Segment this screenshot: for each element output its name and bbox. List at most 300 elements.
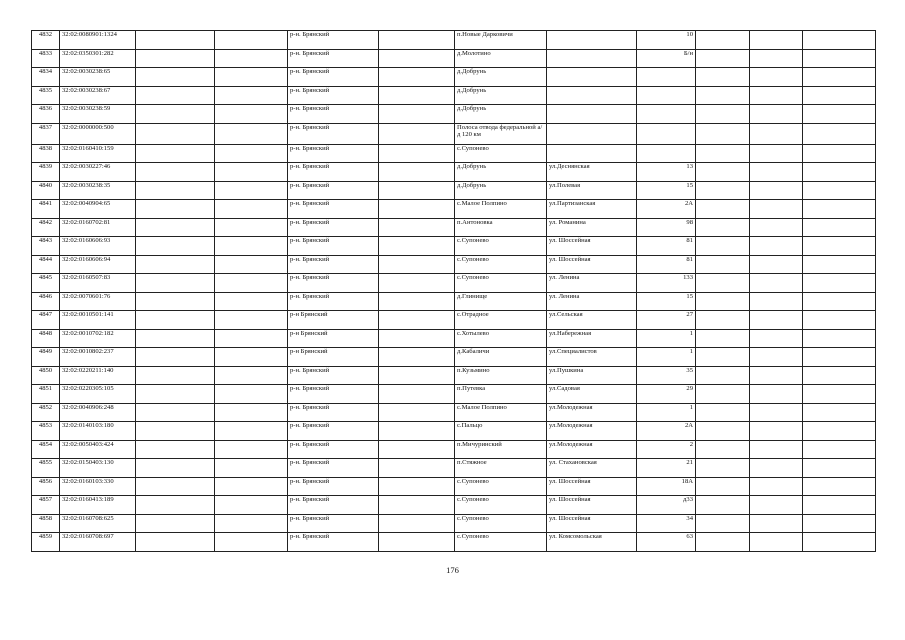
- locality-cell: с.Хотылево: [455, 329, 547, 348]
- empty-cell: [379, 274, 455, 293]
- empty-cell: [696, 311, 750, 330]
- empty-cell: [696, 49, 750, 68]
- empty-cell: [379, 422, 455, 441]
- locality-cell: п.Мичуринский: [455, 440, 547, 459]
- registry-table: [31, 30, 876, 552]
- empty-cell: [215, 86, 288, 105]
- empty-cell: [215, 403, 288, 422]
- empty-cell: [379, 385, 455, 404]
- house-number-cell: 2А: [637, 422, 696, 441]
- cadastral-number-cell: 32:02:0010702:182: [60, 329, 136, 348]
- empty-cell: [803, 385, 876, 404]
- empty-cell: [136, 514, 215, 533]
- locality-cell: п.Путевка: [455, 385, 547, 404]
- street-cell: ул.Полевая: [547, 181, 637, 200]
- empty-cell: [215, 348, 288, 367]
- street-cell: [547, 105, 637, 124]
- table-row: [32, 514, 876, 533]
- empty-cell: [215, 181, 288, 200]
- empty-cell: [750, 533, 803, 552]
- district-cell: р-н. Брянский: [288, 86, 379, 105]
- empty-cell: [803, 366, 876, 385]
- empty-cell: [803, 440, 876, 459]
- empty-cell: [379, 68, 455, 87]
- locality-cell: п.Кузьмино: [455, 366, 547, 385]
- empty-cell: [379, 105, 455, 124]
- empty-cell: [136, 366, 215, 385]
- street-cell: ул.Партизанская: [547, 200, 637, 219]
- locality-cell: с.Супонево: [455, 496, 547, 515]
- table-row: [32, 292, 876, 311]
- empty-cell: [136, 255, 215, 274]
- empty-cell: [750, 422, 803, 441]
- table-body: [32, 31, 876, 552]
- locality-cell: д.Добрунь: [455, 181, 547, 200]
- empty-cell: [215, 459, 288, 478]
- empty-cell: [379, 31, 455, 50]
- empty-cell: [750, 477, 803, 496]
- empty-cell: [803, 163, 876, 182]
- street-cell: ул. Стахановская: [547, 459, 637, 478]
- row-number-cell: 4832: [32, 31, 60, 50]
- empty-cell: [136, 237, 215, 256]
- empty-cell: [803, 274, 876, 293]
- locality-cell: д.Глинище: [455, 292, 547, 311]
- district-cell: р-н. Брянский: [288, 274, 379, 293]
- empty-cell: [136, 218, 215, 237]
- house-number-cell: [637, 86, 696, 105]
- house-number-cell: 2А: [637, 200, 696, 219]
- house-number-cell: [637, 105, 696, 124]
- cadastral-number-cell: 32:02:0350301:282: [60, 49, 136, 68]
- street-cell: ул.Молодежная: [547, 440, 637, 459]
- house-number-cell: 81: [637, 255, 696, 274]
- empty-cell: [136, 422, 215, 441]
- empty-cell: [803, 348, 876, 367]
- empty-cell: [136, 163, 215, 182]
- district-cell: р-н. Брянский: [288, 49, 379, 68]
- empty-cell: [696, 496, 750, 515]
- empty-cell: [696, 477, 750, 496]
- empty-cell: [215, 218, 288, 237]
- district-cell: р-н. Брянский: [288, 385, 379, 404]
- empty-cell: [696, 105, 750, 124]
- empty-cell: [750, 274, 803, 293]
- empty-cell: [379, 403, 455, 422]
- empty-cell: [215, 477, 288, 496]
- row-number-cell: 4844: [32, 255, 60, 274]
- empty-cell: [215, 422, 288, 441]
- empty-cell: [696, 440, 750, 459]
- table-row: [32, 123, 876, 144]
- house-number-cell: [637, 144, 696, 163]
- table-row: [32, 348, 876, 367]
- empty-cell: [750, 329, 803, 348]
- empty-cell: [696, 292, 750, 311]
- empty-cell: [696, 255, 750, 274]
- locality-cell: с.Супонево: [455, 255, 547, 274]
- empty-cell: [215, 274, 288, 293]
- house-number-cell: 2: [637, 440, 696, 459]
- row-number-cell: 4834: [32, 68, 60, 87]
- empty-cell: [379, 329, 455, 348]
- house-number-cell: 63: [637, 533, 696, 552]
- house-number-cell: Б/н: [637, 49, 696, 68]
- cadastral-number-cell: 32:02:0160606:94: [60, 255, 136, 274]
- empty-cell: [379, 200, 455, 219]
- row-number-cell: 4848: [32, 329, 60, 348]
- table-row: [32, 496, 876, 515]
- empty-cell: [379, 181, 455, 200]
- table-row: [32, 274, 876, 293]
- row-number-cell: 4837: [32, 123, 60, 144]
- locality-cell: д.Кабаличи: [455, 348, 547, 367]
- empty-cell: [803, 144, 876, 163]
- table-row: [32, 255, 876, 274]
- empty-cell: [696, 533, 750, 552]
- locality-cell: п.Стяжное: [455, 459, 547, 478]
- row-number-cell: 4855: [32, 459, 60, 478]
- empty-cell: [696, 200, 750, 219]
- district-cell: р-н. Брянский: [288, 200, 379, 219]
- empty-cell: [803, 237, 876, 256]
- cadastral-number-cell: 32:02:0160103:330: [60, 477, 136, 496]
- empty-cell: [215, 31, 288, 50]
- house-number-cell: 81: [637, 237, 696, 256]
- cadastral-number-cell: 32:02:0010802:237: [60, 348, 136, 367]
- house-number-cell: 13: [637, 163, 696, 182]
- empty-cell: [215, 200, 288, 219]
- empty-cell: [803, 311, 876, 330]
- empty-cell: [750, 440, 803, 459]
- house-number-cell: 15: [637, 181, 696, 200]
- empty-cell: [215, 533, 288, 552]
- empty-cell: [136, 496, 215, 515]
- house-number-cell: 1: [637, 403, 696, 422]
- district-cell: р-н. Брянский: [288, 533, 379, 552]
- empty-cell: [696, 385, 750, 404]
- cadastral-number-cell: 32:02:0030227:46: [60, 163, 136, 182]
- locality-cell: с.Малое Полпино: [455, 200, 547, 219]
- empty-cell: [136, 440, 215, 459]
- row-number-cell: 4853: [32, 422, 60, 441]
- table-row: [32, 533, 876, 552]
- empty-cell: [215, 49, 288, 68]
- empty-cell: [379, 218, 455, 237]
- row-number-cell: 4856: [32, 477, 60, 496]
- street-cell: ул.Молодежная: [547, 403, 637, 422]
- row-number-cell: 4854: [32, 440, 60, 459]
- street-cell: ул. Шоссейная: [547, 496, 637, 515]
- district-cell: р-н. Брянский: [288, 144, 379, 163]
- empty-cell: [136, 181, 215, 200]
- street-cell: ул.Сельская: [547, 311, 637, 330]
- district-cell: р-н. Брянский: [288, 105, 379, 124]
- locality-cell: с.Супонево: [455, 144, 547, 163]
- district-cell: р-н. Брянский: [288, 255, 379, 274]
- street-cell: ул. Ленина: [547, 292, 637, 311]
- empty-cell: [696, 68, 750, 87]
- street-cell: ул. Шоссейная: [547, 477, 637, 496]
- locality-cell: с.Супонево: [455, 274, 547, 293]
- empty-cell: [696, 274, 750, 293]
- empty-cell: [136, 477, 215, 496]
- empty-cell: [750, 123, 803, 144]
- empty-cell: [215, 366, 288, 385]
- cadastral-number-cell: 32:02:0040906:248: [60, 403, 136, 422]
- empty-cell: [803, 49, 876, 68]
- cadastral-number-cell: 32:02:0220211:140: [60, 366, 136, 385]
- locality-cell: с.Пальцо: [455, 422, 547, 441]
- empty-cell: [696, 348, 750, 367]
- empty-cell: [750, 385, 803, 404]
- row-number-cell: 4843: [32, 237, 60, 256]
- table-row: [32, 422, 876, 441]
- cadastral-number-cell: 32:02:0030238:35: [60, 181, 136, 200]
- row-number-cell: 4835: [32, 86, 60, 105]
- district-cell: р-н. Брянский: [288, 366, 379, 385]
- house-number-cell: 98: [637, 218, 696, 237]
- empty-cell: [379, 348, 455, 367]
- empty-cell: [803, 86, 876, 105]
- empty-cell: [696, 181, 750, 200]
- district-cell: р-н. Брянский: [288, 237, 379, 256]
- district-cell: р-н. Брянский: [288, 31, 379, 50]
- empty-cell: [696, 366, 750, 385]
- empty-cell: [379, 496, 455, 515]
- house-number-cell: 133: [637, 274, 696, 293]
- table-row: [32, 440, 876, 459]
- empty-cell: [803, 292, 876, 311]
- empty-cell: [136, 144, 215, 163]
- street-cell: ул.Деснянская: [547, 163, 637, 182]
- locality-cell: с.Отрадное: [455, 311, 547, 330]
- empty-cell: [750, 311, 803, 330]
- house-number-cell: 1: [637, 348, 696, 367]
- locality-cell: д.Добрунь: [455, 68, 547, 87]
- empty-cell: [215, 163, 288, 182]
- empty-cell: [136, 105, 215, 124]
- street-cell: [547, 86, 637, 105]
- row-number-cell: 4839: [32, 163, 60, 182]
- house-number-cell: 27: [637, 311, 696, 330]
- house-number-cell: 29: [637, 385, 696, 404]
- district-cell: р-н. Брянский: [288, 123, 379, 144]
- empty-cell: [136, 200, 215, 219]
- empty-cell: [696, 31, 750, 50]
- empty-cell: [379, 366, 455, 385]
- empty-cell: [750, 348, 803, 367]
- district-cell: р-н Брянский: [288, 311, 379, 330]
- empty-cell: [379, 123, 455, 144]
- house-number-cell: 18А: [637, 477, 696, 496]
- empty-cell: [750, 403, 803, 422]
- street-cell: ул. Ленина: [547, 274, 637, 293]
- empty-cell: [215, 255, 288, 274]
- house-number-cell: д33: [637, 496, 696, 515]
- empty-cell: [803, 105, 876, 124]
- district-cell: р-н. Брянский: [288, 163, 379, 182]
- house-number-cell: 21: [637, 459, 696, 478]
- table-row: [32, 163, 876, 182]
- house-number-cell: 1: [637, 329, 696, 348]
- empty-cell: [750, 514, 803, 533]
- house-number-cell: 10: [637, 31, 696, 50]
- empty-cell: [750, 237, 803, 256]
- empty-cell: [379, 255, 455, 274]
- locality-cell: с.Супонево: [455, 533, 547, 552]
- street-cell: ул.Набережная: [547, 329, 637, 348]
- empty-cell: [136, 123, 215, 144]
- empty-cell: [803, 329, 876, 348]
- empty-cell: [750, 366, 803, 385]
- empty-cell: [803, 496, 876, 515]
- table-row: [32, 237, 876, 256]
- empty-cell: [215, 144, 288, 163]
- street-cell: ул. Комсомольская: [547, 533, 637, 552]
- street-cell: ул.Садовая: [547, 385, 637, 404]
- empty-cell: [750, 292, 803, 311]
- district-cell: р-н Брянский: [288, 348, 379, 367]
- street-cell: [547, 31, 637, 50]
- empty-cell: [803, 403, 876, 422]
- empty-cell: [215, 385, 288, 404]
- cadastral-number-cell: 32:02:0220305:105: [60, 385, 136, 404]
- empty-cell: [379, 514, 455, 533]
- empty-cell: [136, 329, 215, 348]
- empty-cell: [136, 403, 215, 422]
- empty-cell: [803, 218, 876, 237]
- cadastral-number-cell: 32:02:0010501:141: [60, 311, 136, 330]
- empty-cell: [215, 329, 288, 348]
- table-row: [32, 144, 876, 163]
- empty-cell: [803, 422, 876, 441]
- empty-cell: [215, 123, 288, 144]
- empty-cell: [696, 403, 750, 422]
- table-row: [32, 218, 876, 237]
- locality-cell: д.Добрунь: [455, 86, 547, 105]
- table-row: [32, 385, 876, 404]
- table-row: [32, 105, 876, 124]
- empty-cell: [750, 68, 803, 87]
- empty-cell: [696, 459, 750, 478]
- empty-cell: [803, 68, 876, 87]
- empty-cell: [803, 123, 876, 144]
- empty-cell: [803, 459, 876, 478]
- district-cell: р-н. Брянский: [288, 218, 379, 237]
- street-cell: ул.Специалистов: [547, 348, 637, 367]
- empty-cell: [750, 496, 803, 515]
- empty-cell: [803, 200, 876, 219]
- cadastral-number-cell: 32:02:0160702:81: [60, 218, 136, 237]
- empty-cell: [750, 105, 803, 124]
- empty-cell: [136, 31, 215, 50]
- empty-cell: [379, 311, 455, 330]
- locality-cell: д.Добрунь: [455, 163, 547, 182]
- empty-cell: [136, 274, 215, 293]
- cadastral-number-cell: 32:02:0040904:65: [60, 200, 136, 219]
- empty-cell: [379, 86, 455, 105]
- empty-cell: [215, 105, 288, 124]
- empty-cell: [750, 181, 803, 200]
- empty-cell: [696, 144, 750, 163]
- table-row: [32, 366, 876, 385]
- row-number-cell: 4845: [32, 274, 60, 293]
- street-cell: ул. Романина: [547, 218, 637, 237]
- locality-cell: д.Молотино: [455, 49, 547, 68]
- district-cell: р-н Брянский: [288, 329, 379, 348]
- empty-cell: [215, 496, 288, 515]
- empty-cell: [379, 163, 455, 182]
- row-number-cell: 4859: [32, 533, 60, 552]
- row-number-cell: 4838: [32, 144, 60, 163]
- empty-cell: [750, 459, 803, 478]
- empty-cell: [750, 86, 803, 105]
- row-number-cell: 4858: [32, 514, 60, 533]
- empty-cell: [136, 292, 215, 311]
- table-row: [32, 200, 876, 219]
- row-number-cell: 4849: [32, 348, 60, 367]
- locality-cell: с.Супонево: [455, 237, 547, 256]
- empty-cell: [136, 459, 215, 478]
- house-number-cell: 34: [637, 514, 696, 533]
- locality-cell: с.Малое Полпино: [455, 403, 547, 422]
- locality-cell: с.Супонево: [455, 514, 547, 533]
- street-cell: [547, 123, 637, 144]
- district-cell: р-н. Брянский: [288, 68, 379, 87]
- row-number-cell: 4833: [32, 49, 60, 68]
- table-row: [32, 477, 876, 496]
- street-cell: [547, 68, 637, 87]
- empty-cell: [379, 533, 455, 552]
- empty-cell: [136, 533, 215, 552]
- table-row: [32, 31, 876, 50]
- cadastral-number-cell: 32:02:0030238:67: [60, 86, 136, 105]
- empty-cell: [696, 86, 750, 105]
- table-row: [32, 311, 876, 330]
- empty-cell: [379, 440, 455, 459]
- row-number-cell: 4840: [32, 181, 60, 200]
- row-number-cell: 4851: [32, 385, 60, 404]
- street-cell: ул. Шоссейная: [547, 255, 637, 274]
- cadastral-number-cell: 32:02:0000000:500: [60, 123, 136, 144]
- street-cell: ул. Шоссейная: [547, 514, 637, 533]
- row-number-cell: 4857: [32, 496, 60, 515]
- row-number-cell: 4850: [32, 366, 60, 385]
- district-cell: р-н. Брянский: [288, 292, 379, 311]
- empty-cell: [696, 123, 750, 144]
- table-row: [32, 68, 876, 87]
- table-row: [32, 329, 876, 348]
- house-number-cell: [637, 68, 696, 87]
- empty-cell: [136, 348, 215, 367]
- empty-cell: [750, 49, 803, 68]
- empty-cell: [136, 68, 215, 87]
- empty-cell: [379, 459, 455, 478]
- cadastral-number-cell: 32:02:0160413:189: [60, 496, 136, 515]
- empty-cell: [803, 477, 876, 496]
- empty-cell: [696, 329, 750, 348]
- street-cell: [547, 49, 637, 68]
- street-cell: ул.Молодежная: [547, 422, 637, 441]
- empty-cell: [136, 86, 215, 105]
- empty-cell: [750, 200, 803, 219]
- empty-cell: [750, 163, 803, 182]
- empty-cell: [379, 237, 455, 256]
- table-row: [32, 459, 876, 478]
- cadastral-number-cell: 32:02:0030238:65: [60, 68, 136, 87]
- empty-cell: [803, 181, 876, 200]
